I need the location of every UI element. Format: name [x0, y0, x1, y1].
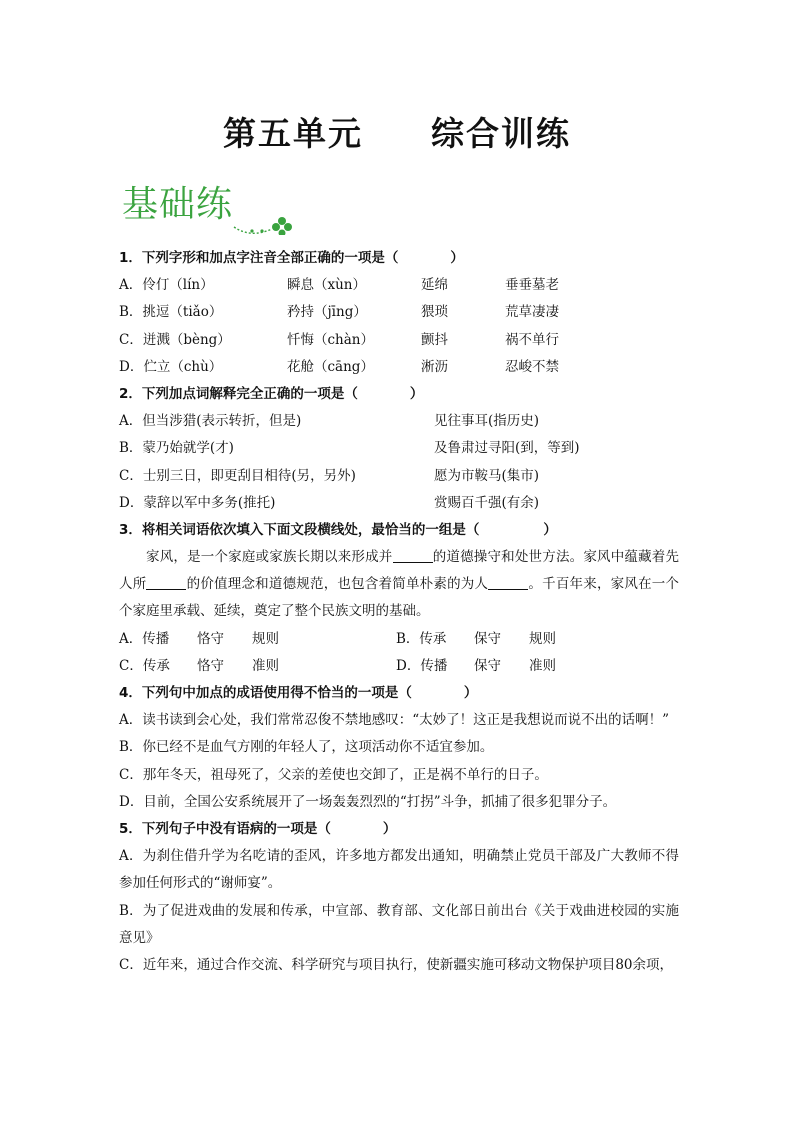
question-4: 4．下列句中加点的成语使用得不恰当的一项是（ ）: [119, 685, 478, 702]
clover-decoration-icon: [232, 201, 296, 235]
fill-blank: [488, 575, 528, 590]
q3-passage: 家风，是一个家庭或家族长期以来形成并 的道德操守和处世方法。家风中蕴藏着先人所 的价值理念和道德规范，也包含着简单朴素的为人 。千百年来，家风在一个个家庭里承载、延续，奠定了整个民族文明的基础。: [119, 549, 680, 620]
question-1: 1．下列字形和加点字注音全部正确的一项是（ ）: [119, 250, 464, 266]
q2-option-c: C．士别三日，即更刮目相待(另，另外) 愿为市鞍马(集市): [119, 467, 540, 484]
section-label: 基础练: [122, 184, 234, 225]
question-2: 2．下列加点词解释完全正确的一项是（ ）: [119, 385, 424, 402]
title-unit: 第五单元: [223, 114, 363, 153]
q2-option-b: B．蒙乃始就学(才) 及鲁肃过寻阳(到，等到): [119, 440, 580, 457]
q2-option-d: D．蒙辞以军中多务(推托) 赏赐百千强(有余): [119, 494, 540, 511]
q1-option-d: D．伫立（chù） 花舱（cāng） 淅沥 忍峻不禁: [119, 358, 559, 375]
q4-option-d: D．目前，全国公安系统展开了一场轰轰烈烈的“打拐”斗争，抓捕了很多犯罪分子。: [119, 793, 617, 810]
q3-options-cd: C．传承 恪守 准则 D．传播 保守 准则: [119, 657, 556, 674]
q5-option-a: A．为刹住借升学为名吃请的歪风，许多地方都发出通知，明确禁止党员干部及广大教师不得参加任何形式的“谢师宴”。: [119, 848, 679, 892]
title-subject: 综合训练: [431, 114, 571, 153]
q5-option-b: B．为了促进戏曲的发展和传承，中宣部、教育部、文化部日前出台《关于戏曲进校园的实施意见》: [119, 902, 679, 946]
q4-option-c: C．那年冬天，祖母死了，父亲的差使也交卸了，正是祸不单行的日子。: [119, 766, 548, 783]
q4-option-b: B．你已经不是血气方刚的年轻人了，这项活动你不适宜参加。: [119, 739, 494, 756]
fill-blank: [393, 548, 433, 563]
q1-option-a: A．伶仃（lín） 瞬息（xùn） 延绵 垂垂墓老: [119, 277, 559, 294]
page-title: [0, 108, 794, 155]
question-3: 3．将相关词语依次填入下面文段横线处，最恰当的一组是（ ）: [119, 521, 557, 538]
fill-blank: [146, 575, 186, 590]
question-5: 5．下列句子中没有语病的一项是（ ）: [119, 821, 397, 837]
q1-option-b: B．挑逗（tiǎo） 矜持（jīng） 猥琐 荒草凄凄: [119, 304, 559, 321]
q4-option-a: A．读书读到会心处，我们常常忍俊不禁地感叹：“太妙了！这正是我想说而说不出的话啊！”: [119, 712, 670, 729]
exercise-content: [119, 245, 679, 979]
q2-option-a: A．但当涉猎(表示转折，但是) 见往事耳(指历史): [119, 413, 540, 430]
section-header: [122, 183, 302, 233]
q1-option-c: C．迸溅（bèng） 忏悔（chàn） 颤抖 祸不单行: [119, 331, 559, 348]
q5-option-c: C．近年来，通过合作交流、科学研究与项目执行，使新疆实施可移动文物保护项目80余项，: [119, 957, 674, 973]
q3-options-ab: A．传播 恪守 规则 B．传承 保守 规则: [119, 630, 556, 647]
